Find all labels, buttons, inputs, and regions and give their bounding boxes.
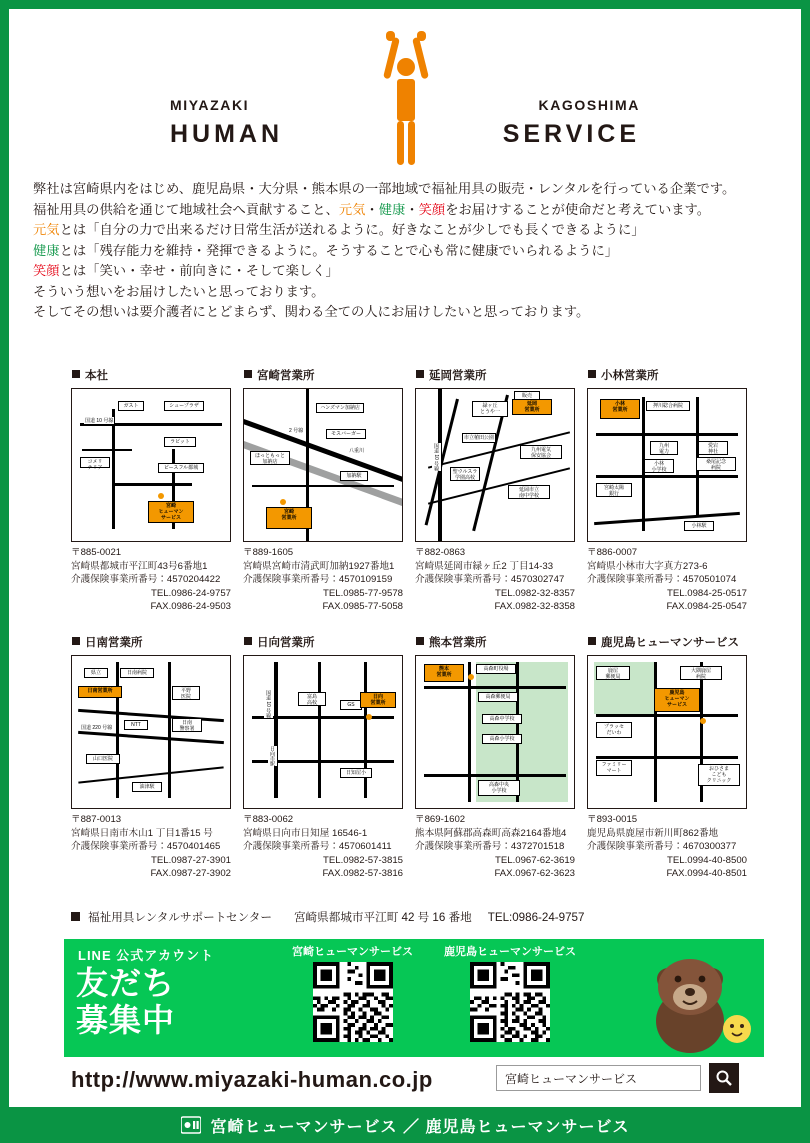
office-title: 本社 — [72, 367, 231, 383]
page-content — [9, 9, 801, 1107]
line-friend-line2: 募集中 — [76, 1002, 176, 1038]
line-official-account-label: LINE 公式アカウント — [78, 948, 215, 963]
search-icon — [715, 1069, 733, 1087]
office-address: 宮崎県日南市木山1 丁目1番15 号 — [71, 827, 213, 839]
office-tel: TEL.0987-27-3901 — [150, 854, 231, 866]
office-nobeoka — [415, 367, 575, 614]
intro-paragraph — [33, 179, 783, 323]
office-zip: 〒883-0062 — [243, 813, 294, 825]
office-kaigo-number: 介護保険事業所番号：4670300377 — [587, 841, 737, 853]
line-bear-character-icon — [638, 943, 758, 1055]
office-miyazaki — [243, 367, 403, 614]
office-title: 日向営業所 — [244, 634, 403, 650]
logo-person-icon — [376, 27, 436, 167]
office-map-miyazaki: ハンズマン加納店 2 号線 モスバーガー ほっともっと 加納店 八重川 加納駅 宮崎 営業所 — [243, 388, 403, 542]
office-tel: TEL.0994-40-8500 — [666, 854, 747, 866]
office-fax: FAX.0985-77-5058 — [322, 601, 403, 613]
office-map-nobeoka: 国道 10 号線 延岡 営業所 緑ヶ丘 とうや一 販売 市立植田公園 九州電気 保安協会 聖ウルスラ 学園高校 延岡市立 南中学校 — [415, 388, 575, 542]
qr-code-kagoshima[interactable] — [470, 962, 550, 1042]
office-address: 熊本県阿蘇郡高森町高森2164番地4 — [415, 827, 567, 839]
office-title: 鹿児島ヒューマンサービス — [588, 634, 747, 650]
logo-text-human: HUMAN — [170, 120, 284, 148]
footer-logo-icon — [181, 1116, 201, 1134]
office-hyuga — [243, 634, 403, 881]
office-fax: FAX.0987-27-3902 — [150, 868, 231, 880]
office-zip: 〒887-0013 — [71, 813, 122, 825]
footer-text: 宮崎ヒューマンサービス ／ 鹿児島ヒューマンサービス — [210, 1118, 630, 1136]
office-address: 宮崎県宮崎市清武町加納1927番地1 — [243, 560, 395, 572]
line-promo-band — [64, 939, 764, 1057]
office-kobayashi — [587, 367, 747, 614]
search-input[interactable] — [496, 1065, 701, 1091]
qr-label-kagoshima: 鹿児島ヒューマンサービス — [444, 946, 576, 958]
qr-block-kagoshima[interactable] — [444, 943, 576, 1042]
office-list — [71, 367, 761, 881]
intro-line-3: 元気とは「自分の力で出来るだけ日常生活が送れるように。好きなことが少しでも長くできるように」 — [33, 222, 645, 237]
office-kaigo-number: 介護保険事業所番号：4570302747 — [415, 574, 565, 586]
logo-text-kagoshima: KAGOSHIMA — [538, 97, 640, 113]
office-address-block — [587, 546, 747, 614]
intro-line-6: そういう想いをお届けしたいと思っております。 — [33, 283, 325, 299]
office-kagoshima — [587, 634, 747, 881]
office-kaigo-number: 介護保険事業所番号：4570401465 — [71, 841, 221, 853]
office-address-block — [243, 546, 403, 614]
qr-code-miyazaki[interactable] — [313, 962, 393, 1042]
office-address: 宮崎県日向市日知屋 16546-1 — [243, 827, 368, 839]
support-center-line — [71, 909, 771, 925]
office-tel: TEL.0982-57-3815 — [322, 854, 403, 866]
office-tel: TEL.0986-24-9757 — [150, 587, 231, 599]
office-tel: TEL.0967-62-3619 — [494, 854, 575, 866]
line-friend-line1: 友だち — [76, 965, 176, 1001]
office-title: 熊本営業所 — [416, 634, 575, 650]
office-fax: FAX.0986-24-9503 — [150, 601, 231, 613]
office-row-1 — [71, 367, 761, 614]
office-kumamoto — [415, 634, 575, 881]
office-address-block — [243, 813, 403, 881]
office-zip: 〒889-1605 — [243, 547, 294, 558]
office-zip: 〒885-0021 — [71, 547, 122, 558]
line-promo-text — [74, 945, 254, 1038]
office-map-kumamoto: 熊本 営業所 高森町役場 高森郵便局 高森中学校 高森小学校 高森中央 小学校 — [415, 655, 575, 809]
office-address-block — [415, 546, 575, 614]
page-border-top — [0, 0, 810, 9]
office-kaigo-number: 介護保険事業所番号：4570601411 — [243, 841, 392, 853]
support-center-label: 福祉用具レンタルサポートセンター — [88, 911, 272, 924]
office-kaigo-number: 介護保険事業所番号：4570204422 — [71, 574, 221, 586]
office-map-kobayashi: 小林 営業所 押川総合病院 九州 電力 愛宕 神社 小林 小学校 桑尾記念 病院 宮崎太陽 銀行 小林駅 — [587, 388, 747, 542]
office-kaigo-number: 介護保険事業所番号：4570501074 — [587, 574, 737, 586]
office-zip: 〒886-0007 — [587, 547, 638, 558]
office-kaigo-number: 介護保険事業所番号：4372701518 — [415, 841, 565, 853]
support-center-tel: TEL:0986-24-9757 — [487, 911, 585, 924]
office-address: 宮崎県小林市大字真方273-6 — [587, 560, 708, 572]
office-tel: TEL.0985-77-9578 — [322, 587, 403, 599]
office-title: 宮崎営業所 — [244, 367, 403, 383]
office-zip: 〒869-1602 — [415, 813, 466, 825]
logo-text-miyazaki: MIYAZAKI — [170, 97, 250, 113]
qr-label-miyazaki: 宮崎ヒューマンサービス — [292, 946, 413, 958]
office-row-2 — [71, 634, 761, 881]
page-border-left — [0, 0, 9, 1143]
office-fax: FAX.0984-25-0547 — [666, 601, 747, 613]
office-zip: 〒893-0015 — [587, 813, 638, 825]
search-button[interactable] — [709, 1063, 739, 1093]
office-tel: TEL.0982-32-8357 — [494, 587, 575, 599]
qr-block-miyazaki[interactable] — [292, 943, 413, 1042]
footer-company-names — [0, 1107, 810, 1143]
website-url[interactable]: http://www.miyazaki-human.co.jp — [71, 1067, 433, 1092]
office-address-block — [71, 813, 231, 881]
office-honsha — [71, 367, 231, 614]
office-kaigo-number: 介護保険事業所番号：4570109159 — [243, 574, 393, 586]
office-map-hyuga: 国道 10 号線 日向市駅 富島 高校 GS 日向 営業所 日知屋小 — [243, 655, 403, 809]
office-fax: FAX.0967-62-3623 — [494, 868, 575, 880]
intro-line-2: 福祉用具の供給を通じて地域社会へ貢献すること、元気・健康・笑顔をお届けすることが使命だと考えています。 — [33, 201, 711, 217]
office-map-honsha: ガスト シュープラザ 国道 10 号線 ラピット コメリ テリア ピースフル都城 宮崎 ヒューマン サービス — [71, 388, 231, 542]
office-address: 宮崎県延岡市緑ヶ丘2 丁目14-33 — [415, 560, 554, 572]
office-zip: 〒882-0863 — [415, 547, 466, 558]
office-address-block — [71, 546, 231, 614]
company-logo — [9, 27, 801, 167]
office-fax: FAX.0982-32-8358 — [494, 601, 575, 613]
intro-line-7: そしてその想いは要介護者にとどまらず、関わる全ての人にお届けしたいと思っております。 — [33, 304, 590, 319]
office-nichinan — [71, 634, 231, 881]
office-address-block — [415, 813, 575, 881]
office-fax: FAX.0982-57-3816 — [322, 868, 403, 880]
logo-text-service: SERVICE — [502, 120, 640, 148]
office-map-kagoshima: 鹿屋 郵便局 大隅鹿屋 病院 鹿児島 ヒューマン サービス プラッセ だいわ ファミリー マート おひさま こども クリニック — [587, 655, 747, 809]
office-title: 小林営業所 — [588, 367, 747, 383]
office-address: 鹿児島県鹿屋市新川町862番地 — [587, 827, 719, 839]
office-address: 宮崎県都城市平江町43号6番地1 — [71, 560, 208, 572]
intro-line-5: 笑顔とは「笑い・幸せ・前向きに・そして楽しく」 — [33, 263, 339, 278]
office-map-nichinan: 県立 日南病院 日南営業所 平野 医院 NTT 日南 警察署 国道 220 号線 山口医院 油津駅 — [71, 655, 231, 809]
office-fax: FAX.0994-40-8501 — [666, 868, 747, 880]
office-tel: TEL.0984-25-0517 — [666, 587, 747, 599]
office-title: 延岡営業所 — [416, 367, 575, 383]
intro-line-1: 弊社は宮崎県内をはじめ、鹿児島県・大分県・熊本県の一部地域で福祉用具の販売・レンタルを行っている企業です。 — [33, 181, 736, 196]
office-address-block — [587, 813, 747, 881]
page-border-right — [801, 0, 810, 1143]
support-center-address: 宮崎県都城市平江町 42 号 16 番地 — [293, 911, 472, 924]
office-title: 日南営業所 — [72, 634, 231, 650]
intro-line-4: 健康とは「残存能力を維持・発揮できるように。そうすることで心も常に健康でいられるように」 — [33, 242, 619, 258]
